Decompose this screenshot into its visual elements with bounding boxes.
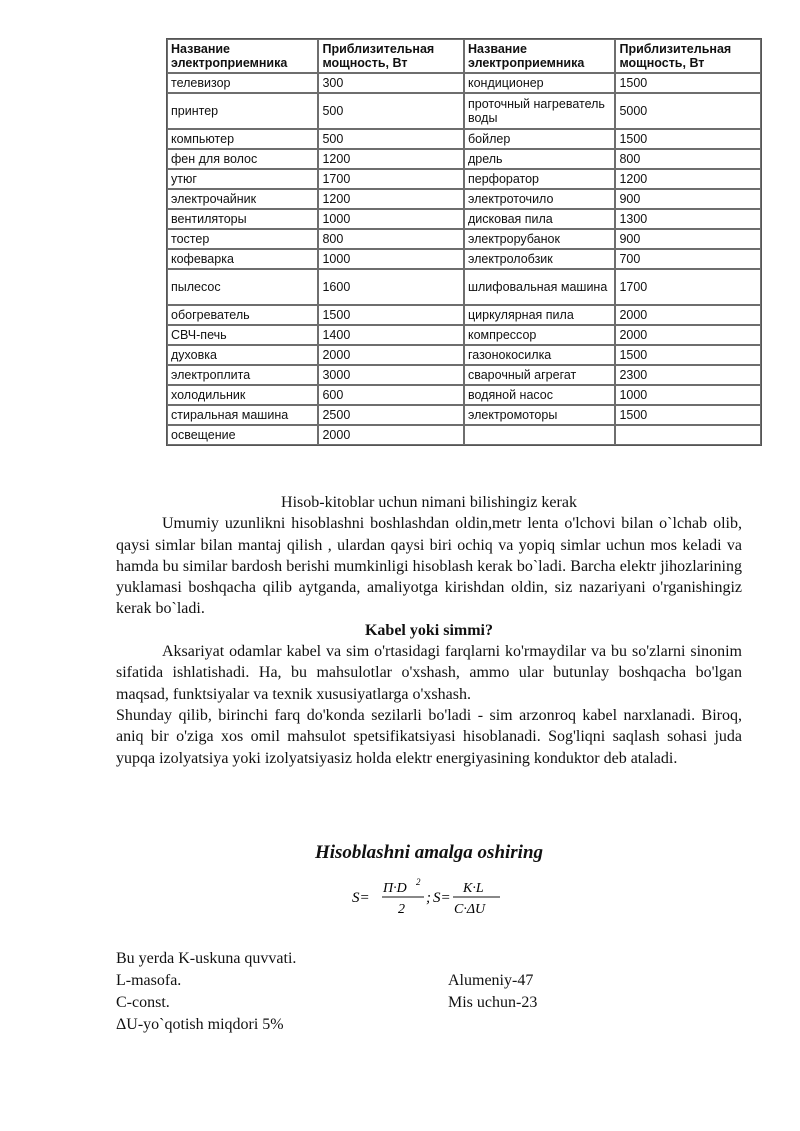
table-row: [167, 249, 761, 269]
table-body: [167, 73, 761, 445]
cell-appliance: электрорубанок: [464, 229, 615, 249]
table-row: [167, 425, 761, 445]
cell-power: 800: [615, 149, 761, 169]
cell-appliance: духовка: [167, 345, 318, 365]
cell-power: 1000: [615, 385, 761, 405]
cell-appliance: компрессор: [464, 325, 615, 345]
table-row: [167, 73, 761, 93]
legend-aluminium: Alumeniy-47: [448, 972, 534, 989]
cell-appliance: [464, 425, 615, 445]
cell-appliance: кондиционер: [464, 73, 615, 93]
formula-separator: ;: [426, 890, 431, 906]
formula-numerator-1: П·D: [383, 881, 407, 896]
legend-row: [116, 970, 756, 992]
legend-intro: Bu yerda K-uskuna quvvati.: [116, 950, 297, 967]
legend-l: L-masofa.: [116, 972, 182, 989]
table-row: [167, 169, 761, 189]
cell-power: 1000: [318, 249, 464, 269]
table-row: [167, 305, 761, 325]
cell-appliance: электроплита: [167, 365, 318, 385]
cell-appliance: пылесос: [167, 269, 318, 305]
table-row: [167, 325, 761, 345]
table-row: [167, 189, 761, 209]
formula-numerator-2: K·L: [463, 881, 484, 896]
cell-power: 1500: [615, 345, 761, 365]
cell-power: 1200: [318, 149, 464, 169]
cell-power: 500: [318, 93, 464, 129]
cell-appliance: тостер: [167, 229, 318, 249]
cell-appliance: циркулярная пила: [464, 305, 615, 325]
header-appliance-1: Название электроприемника: [167, 39, 318, 73]
cell-power: 300: [318, 73, 464, 93]
cell-power: 2000: [615, 325, 761, 345]
cell-appliance: перфоратор: [464, 169, 615, 189]
section-what-to-know: [116, 492, 742, 769]
cell-power: 1500: [615, 73, 761, 93]
paragraph: Aksariyat odamlar kabel va sim o'rtasidagi farqlarni ko'rmaydilar va bu so'zlarni sinonim sifatida ishlatishadi. Ha, bu mahsulotlar o'xshash, ammo ular butunlay boshqacha bo'lgan maqsad, funktsiyalar va texnik xususiyatlarga o'xshash.: [116, 643, 742, 703]
table-row: [167, 129, 761, 149]
cell-appliance: электроточило: [464, 189, 615, 209]
cell-power: 1700: [318, 169, 464, 189]
header-power-2: Приблизительная мощность, Вт: [615, 39, 761, 73]
formula-lhs-2: S=: [433, 890, 451, 906]
cell-appliance: холодильник: [167, 385, 318, 405]
cell-appliance: телевизор: [167, 73, 318, 93]
cross-section-formula: [352, 876, 512, 925]
cell-appliance: дрель: [464, 149, 615, 169]
cell-appliance: кофеварка: [167, 249, 318, 269]
cell-appliance: газонокосилка: [464, 345, 615, 365]
variable-legend: [116, 948, 756, 1036]
cell-appliance: сварочный агрегат: [464, 365, 615, 385]
formula-denominator-2: C·ΔU: [454, 902, 486, 917]
cell-power: [615, 425, 761, 445]
cell-power: 1500: [615, 405, 761, 425]
formula-lhs-1: S=: [352, 890, 370, 906]
cell-appliance: фен для волос: [167, 149, 318, 169]
cell-appliance: бойлер: [464, 129, 615, 149]
cell-appliance: принтер: [167, 93, 318, 129]
cell-appliance: СВЧ-печь: [167, 325, 318, 345]
cell-power: 600: [318, 385, 464, 405]
table-row: [167, 93, 761, 129]
cell-power: 1200: [318, 189, 464, 209]
cell-power: 2000: [318, 425, 464, 445]
cell-appliance: дисковая пила: [464, 209, 615, 229]
power-consumption-table-image: [166, 38, 762, 446]
cell-power: 1700: [615, 269, 761, 305]
header-appliance-2: Название электроприемника: [464, 39, 615, 73]
cell-power: 3000: [318, 365, 464, 385]
cell-power: 900: [615, 189, 761, 209]
cell-power: 1500: [615, 129, 761, 149]
paragraph: Umumiy uzunlikni hisoblashni boshlashdan oldin,metr lenta o'lchovi bilan o`lchab olib, qaysi simlar bilan mantaj qilish , ulardan qaysi biri ochiq va yopiq simlar uchun mos keladi va hamda bu similar bardosh berishi mumkinligi hisoblash kerak bo`ladi. Barcha elektr jihozlarining yuklamasi boshqacha qilib aytganda, amaliyotga kirishdan oldin, siz nazariyani o'rganishingiz kerak bo`ladi.: [116, 515, 742, 618]
formula-exponent-1: 2: [416, 877, 421, 887]
section-heading-calculation: Hisoblashni amalga oshiring: [314, 842, 544, 863]
cell-power: 700: [615, 249, 761, 269]
power-consumption-table: [167, 39, 761, 445]
cell-power: 1000: [318, 209, 464, 229]
cell-power: 1600: [318, 269, 464, 305]
cell-appliance: шлифовальная машина: [464, 269, 615, 305]
cell-appliance: вентиляторы: [167, 209, 318, 229]
cell-power: 1400: [318, 325, 464, 345]
cell-appliance: электрочайник: [167, 189, 318, 209]
table-row: [167, 405, 761, 425]
cell-power: 800: [318, 229, 464, 249]
cell-power: 5000: [615, 93, 761, 129]
table-row: [167, 229, 761, 249]
table-row: [167, 385, 761, 405]
table-header-row: [167, 39, 761, 73]
cell-power: 1200: [615, 169, 761, 189]
cell-power: 2300: [615, 365, 761, 385]
formula-svg: [352, 876, 512, 920]
cell-appliance: проточный нагреватель воды: [464, 93, 615, 129]
cell-appliance: обогреватель: [167, 305, 318, 325]
cell-power: 2000: [318, 345, 464, 365]
formula-denominator-1: 2: [398, 902, 405, 917]
table-row: [167, 209, 761, 229]
legend-delta-u: ΔU-yo`qotish miqdori 5%: [116, 1016, 284, 1033]
cell-appliance: электролобзик: [464, 249, 615, 269]
cell-power: 1500: [318, 305, 464, 325]
header-power-1: Приблизительная мощность, Вт: [318, 39, 464, 73]
table-row: [167, 269, 761, 305]
cell-appliance: утюг: [167, 169, 318, 189]
cell-power: 900: [615, 229, 761, 249]
cell-appliance: электромоторы: [464, 405, 615, 425]
cell-power: 2000: [615, 305, 761, 325]
legend-row: [116, 992, 756, 1014]
cell-appliance: стиральная машина: [167, 405, 318, 425]
section-heading: Hisob-kitoblar uchun nimani bilishingiz kerak: [281, 494, 577, 511]
table-row: [167, 345, 761, 365]
cell-appliance: компьютер: [167, 129, 318, 149]
table-row: [167, 149, 761, 169]
cell-power: 2500: [318, 405, 464, 425]
cell-power: 1300: [615, 209, 761, 229]
legend-copper: Mis uchun-23: [448, 994, 538, 1011]
legend-c: C-const.: [116, 994, 170, 1011]
section-heading: Kabel yoki simmi?: [364, 621, 493, 639]
cell-appliance: водяной насос: [464, 385, 615, 405]
cell-appliance: освещение: [167, 425, 318, 445]
cell-power: 500: [318, 129, 464, 149]
paragraph: Shunday qilib, birinchi farq do'konda sezilarli bo'ladi - sim arzonroq kabel narxlanadi. Biroq, aniq bir o'ziga xos omil mahsulot spetsifikatsiyasi hisoblanadi. Sog'liqni saqlash sohasi juda yupqa izolyatsiya yoki izolyatsiyasiz holda elektr energiyasining konduktor deb ataladi.: [116, 706, 742, 767]
table-row: [167, 365, 761, 385]
